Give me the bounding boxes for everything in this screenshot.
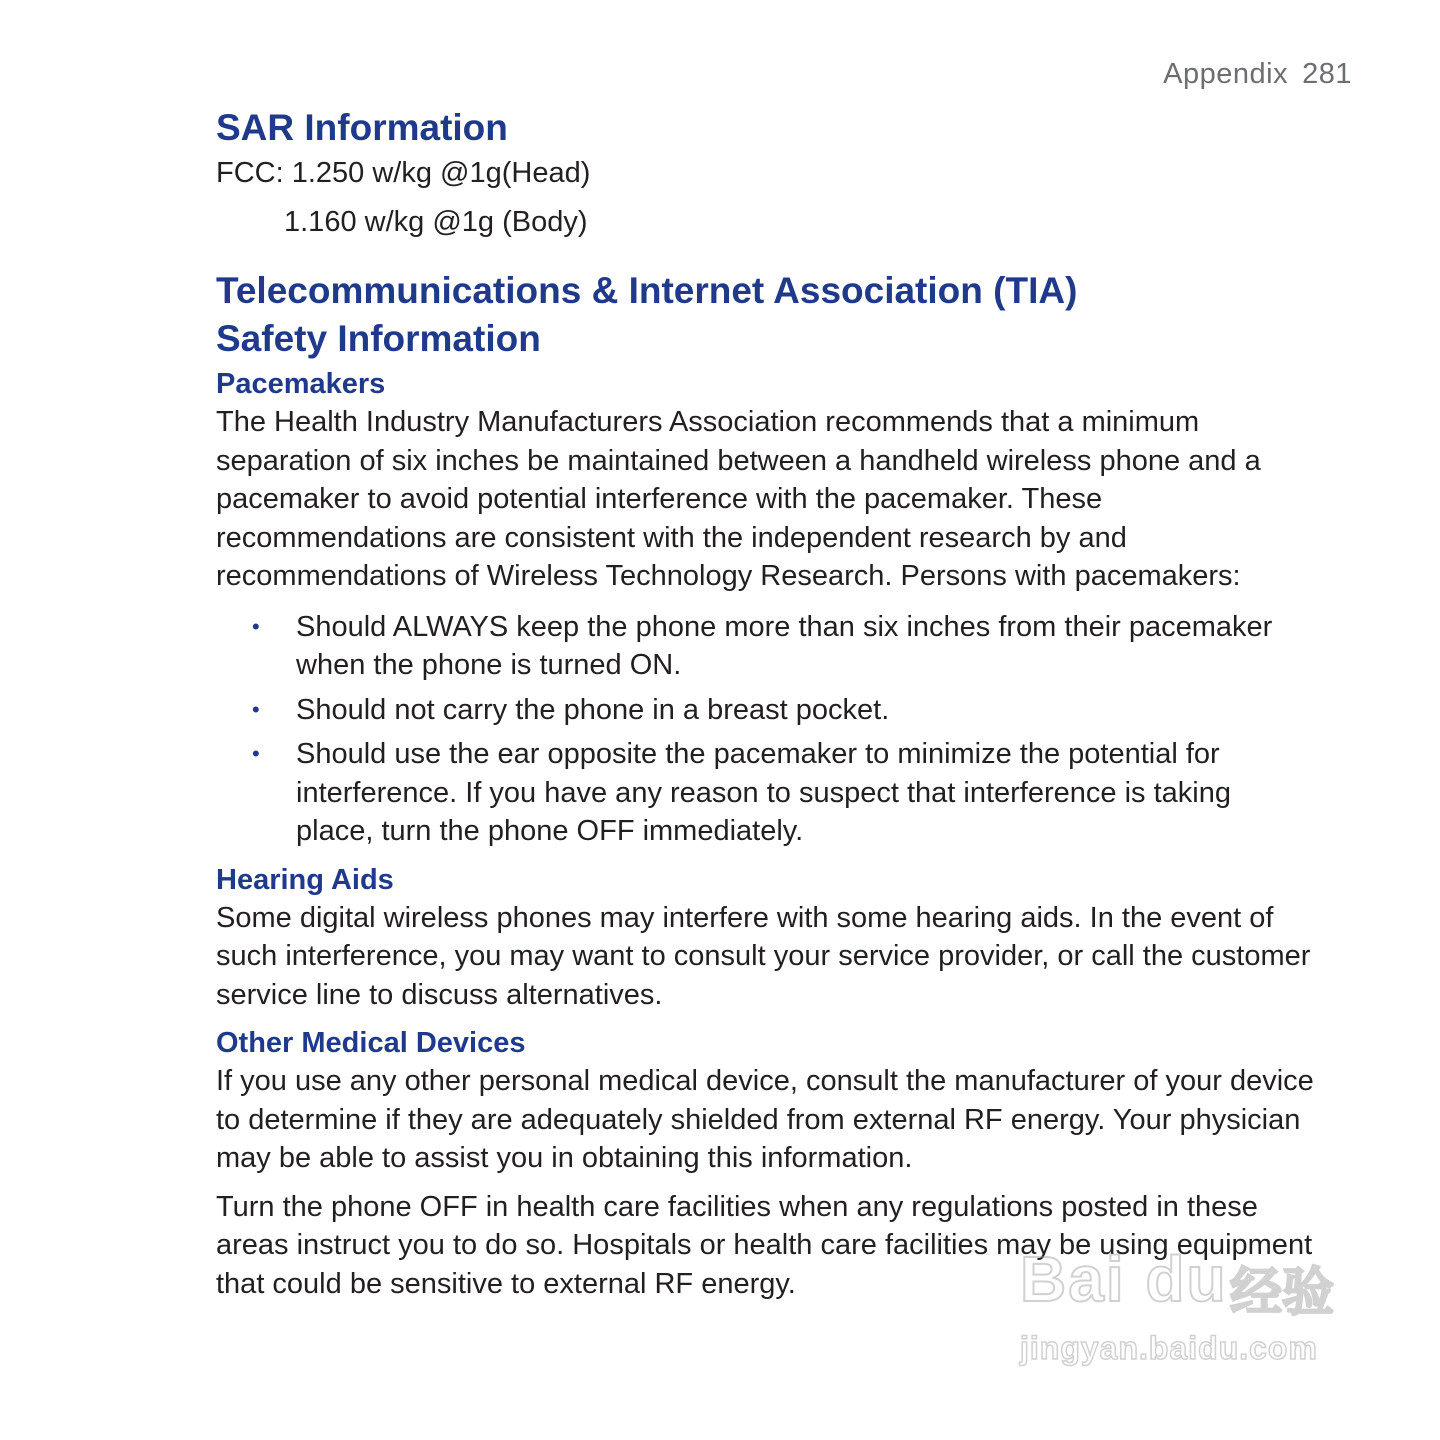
hearing-aids-text: Some digital wireless phones may interfere with some hearing aids. In the event of such interference, you may want to consult your service provider, or call the customer service line to discuss alternatives. — [216, 901, 1311, 1011]
list-item — [216, 691, 1316, 730]
tia-heading — [216, 267, 1316, 363]
page-number: 281 — [1302, 58, 1352, 90]
other-medical-text: If you use any other personal medical device, consult the manufacturer of your device to determine if they are adequately shielded from external RF energy. Your physician may be able to assist you in obtaining this information. — [216, 1065, 1314, 1174]
page-content — [216, 104, 1316, 1303]
bullet-icon: • — [252, 696, 260, 722]
page-header — [1163, 58, 1352, 91]
baidu-watermark — [1020, 1242, 1350, 1382]
bullet-icon: • — [252, 741, 260, 766]
watermark-brand: Bai du — [1020, 1243, 1228, 1315]
sar-fcc-body: 1.160 w/kg @1g (Body) — [284, 205, 588, 238]
section-label: Appendix — [1163, 58, 1289, 90]
pacemakers-heading: Pacemakers — [216, 368, 386, 400]
tia-heading-line2: Safety Information — [216, 318, 541, 359]
bullet-icon: • — [252, 613, 260, 639]
list-item — [216, 735, 1316, 851]
tia-heading-line1: Telecommunications & Internet Association (TIA) — [216, 270, 1078, 311]
facilities-text: Turn the phone OFF in health care facilities when any regulations posted in these areas instruct you to do so. Hospitals or health care facilities may be using equipment that could be sensitive to external RF energy. — [216, 1190, 1313, 1300]
list-item-text: Should use the ear opposite the pacemaker to minimize the potential for interference. If you have any reason to suspect that interference is taking place, turn the phone OFF immediately. — [296, 738, 1231, 847]
list-item — [216, 608, 1316, 685]
pacemakers-list — [216, 608, 1316, 851]
sar-fcc-head: FCC: 1.250 w/kg @1g(Head) — [216, 157, 591, 189]
list-item-text: Should ALWAYS keep the phone more than six inches from their pacemaker when the phone is turned ON. — [296, 610, 1273, 681]
list-item-text: Should not carry the phone in a breast pocket. — [296, 693, 890, 726]
hearing-aids-heading: Hearing Aids — [216, 863, 394, 896]
sar-heading: SAR Information — [216, 107, 508, 148]
other-medical-heading: Other Medical Devices — [216, 1027, 526, 1059]
watermark-chinese: 经验 — [1230, 1264, 1335, 1322]
watermark-url: jingyan.baidu.com — [1020, 1330, 1318, 1366]
pacemakers-intro: The Health Industry Manufacturers Association recommends that a minimum separation of six inches be maintained between a handheld wireless phone and a pacemaker to avoid potential interference with the pacemaker. These recommendations are consistent with the independent research by and recommendations of Wireless Technology Research. Persons with pacemakers: — [216, 406, 1261, 592]
